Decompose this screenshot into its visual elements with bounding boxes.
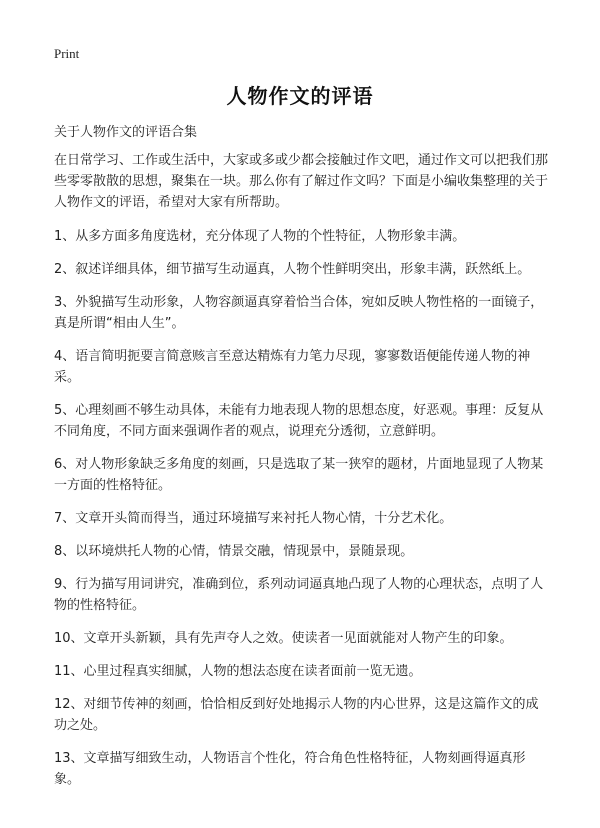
intro-paragraph: 在日常学习、工作或生活中，大家或多或少都会接触过作文吧，通过作文可以把我们那些零零散散的思想，聚集在一块。那么你有了解过作文吗？下面是小编收集整理的关于人物作文的评语，希望对大家有所帮助。 <box>54 153 549 210</box>
comment-item-7: 7、文章开头简而得当，通过环境描写来衬托人物心情，十分艺术化。 <box>54 511 453 526</box>
comment-item-10: 10、文章开头新颖，具有先声夺人之效。使读者一见面就能对人物产生的印象。 <box>54 631 513 646</box>
comment-item-3: 3、外貌描写生动形象，人物容颜逼真穿着恰当合体，宛如反映人物性格的一面镜子，真是所谓“相由人生”。 <box>54 295 544 331</box>
print-link[interactable]: Print <box>54 46 80 61</box>
comment-item-2: 2、叙述详细具体，细节描写生动逼真，人物个性鲜明突出，形象丰满，跃然纸上。 <box>54 262 531 277</box>
comment-item-11: 11、心里过程真实细腻，人物的想法态度在读者面前一览无遗。 <box>54 664 422 679</box>
comment-item-4: 4、语言简明扼要言简意赅言至意达精炼有力笔力尽现，寥寥数语便能传递人物的神采。 <box>54 349 531 385</box>
comment-item-8: 8、以环境烘托人物的心情，情景交融，情现景中，景随景现。 <box>54 544 414 559</box>
comment-item-5: 5、心理刻画不够生动具体，未能有力地表现人物的思想态度，好恶观。事理：反复从不同角度，不同方面来强调作者的观点，说理充分透彻，立意鲜明。 <box>54 403 544 439</box>
document-body <box>54 150 550 802</box>
document-subtitle: 关于人物作文的评语合集 <box>54 125 198 140</box>
comment-item-6: 6、对人物形象缺乏多角度的刻画，只是选取了某一狭窄的题材，片面地显现了人物某一方面的性格特征。 <box>54 457 544 493</box>
page-title: 人物作文的评语 <box>226 84 374 108</box>
comment-item-9: 9、行为描写用词讲究，准确到位，系列动词逼真地凸现了人物的心理状态，点明了人物的性格特征。 <box>54 577 544 613</box>
comment-item-12: 12、对细节传神的刻画，恰恰相反到好处地揭示人物的内心世界，这是这篇作文的成功之处。 <box>54 697 539 733</box>
comment-item-13: 13、文章描写细致生动，人物语言个性化，符合角色性格特征，人物刻画得逼真形象。 <box>54 751 526 787</box>
comment-item-1: 1、从多方面多角度选材，充分体现了人物的个性特征，人物形象丰满。 <box>54 229 466 244</box>
